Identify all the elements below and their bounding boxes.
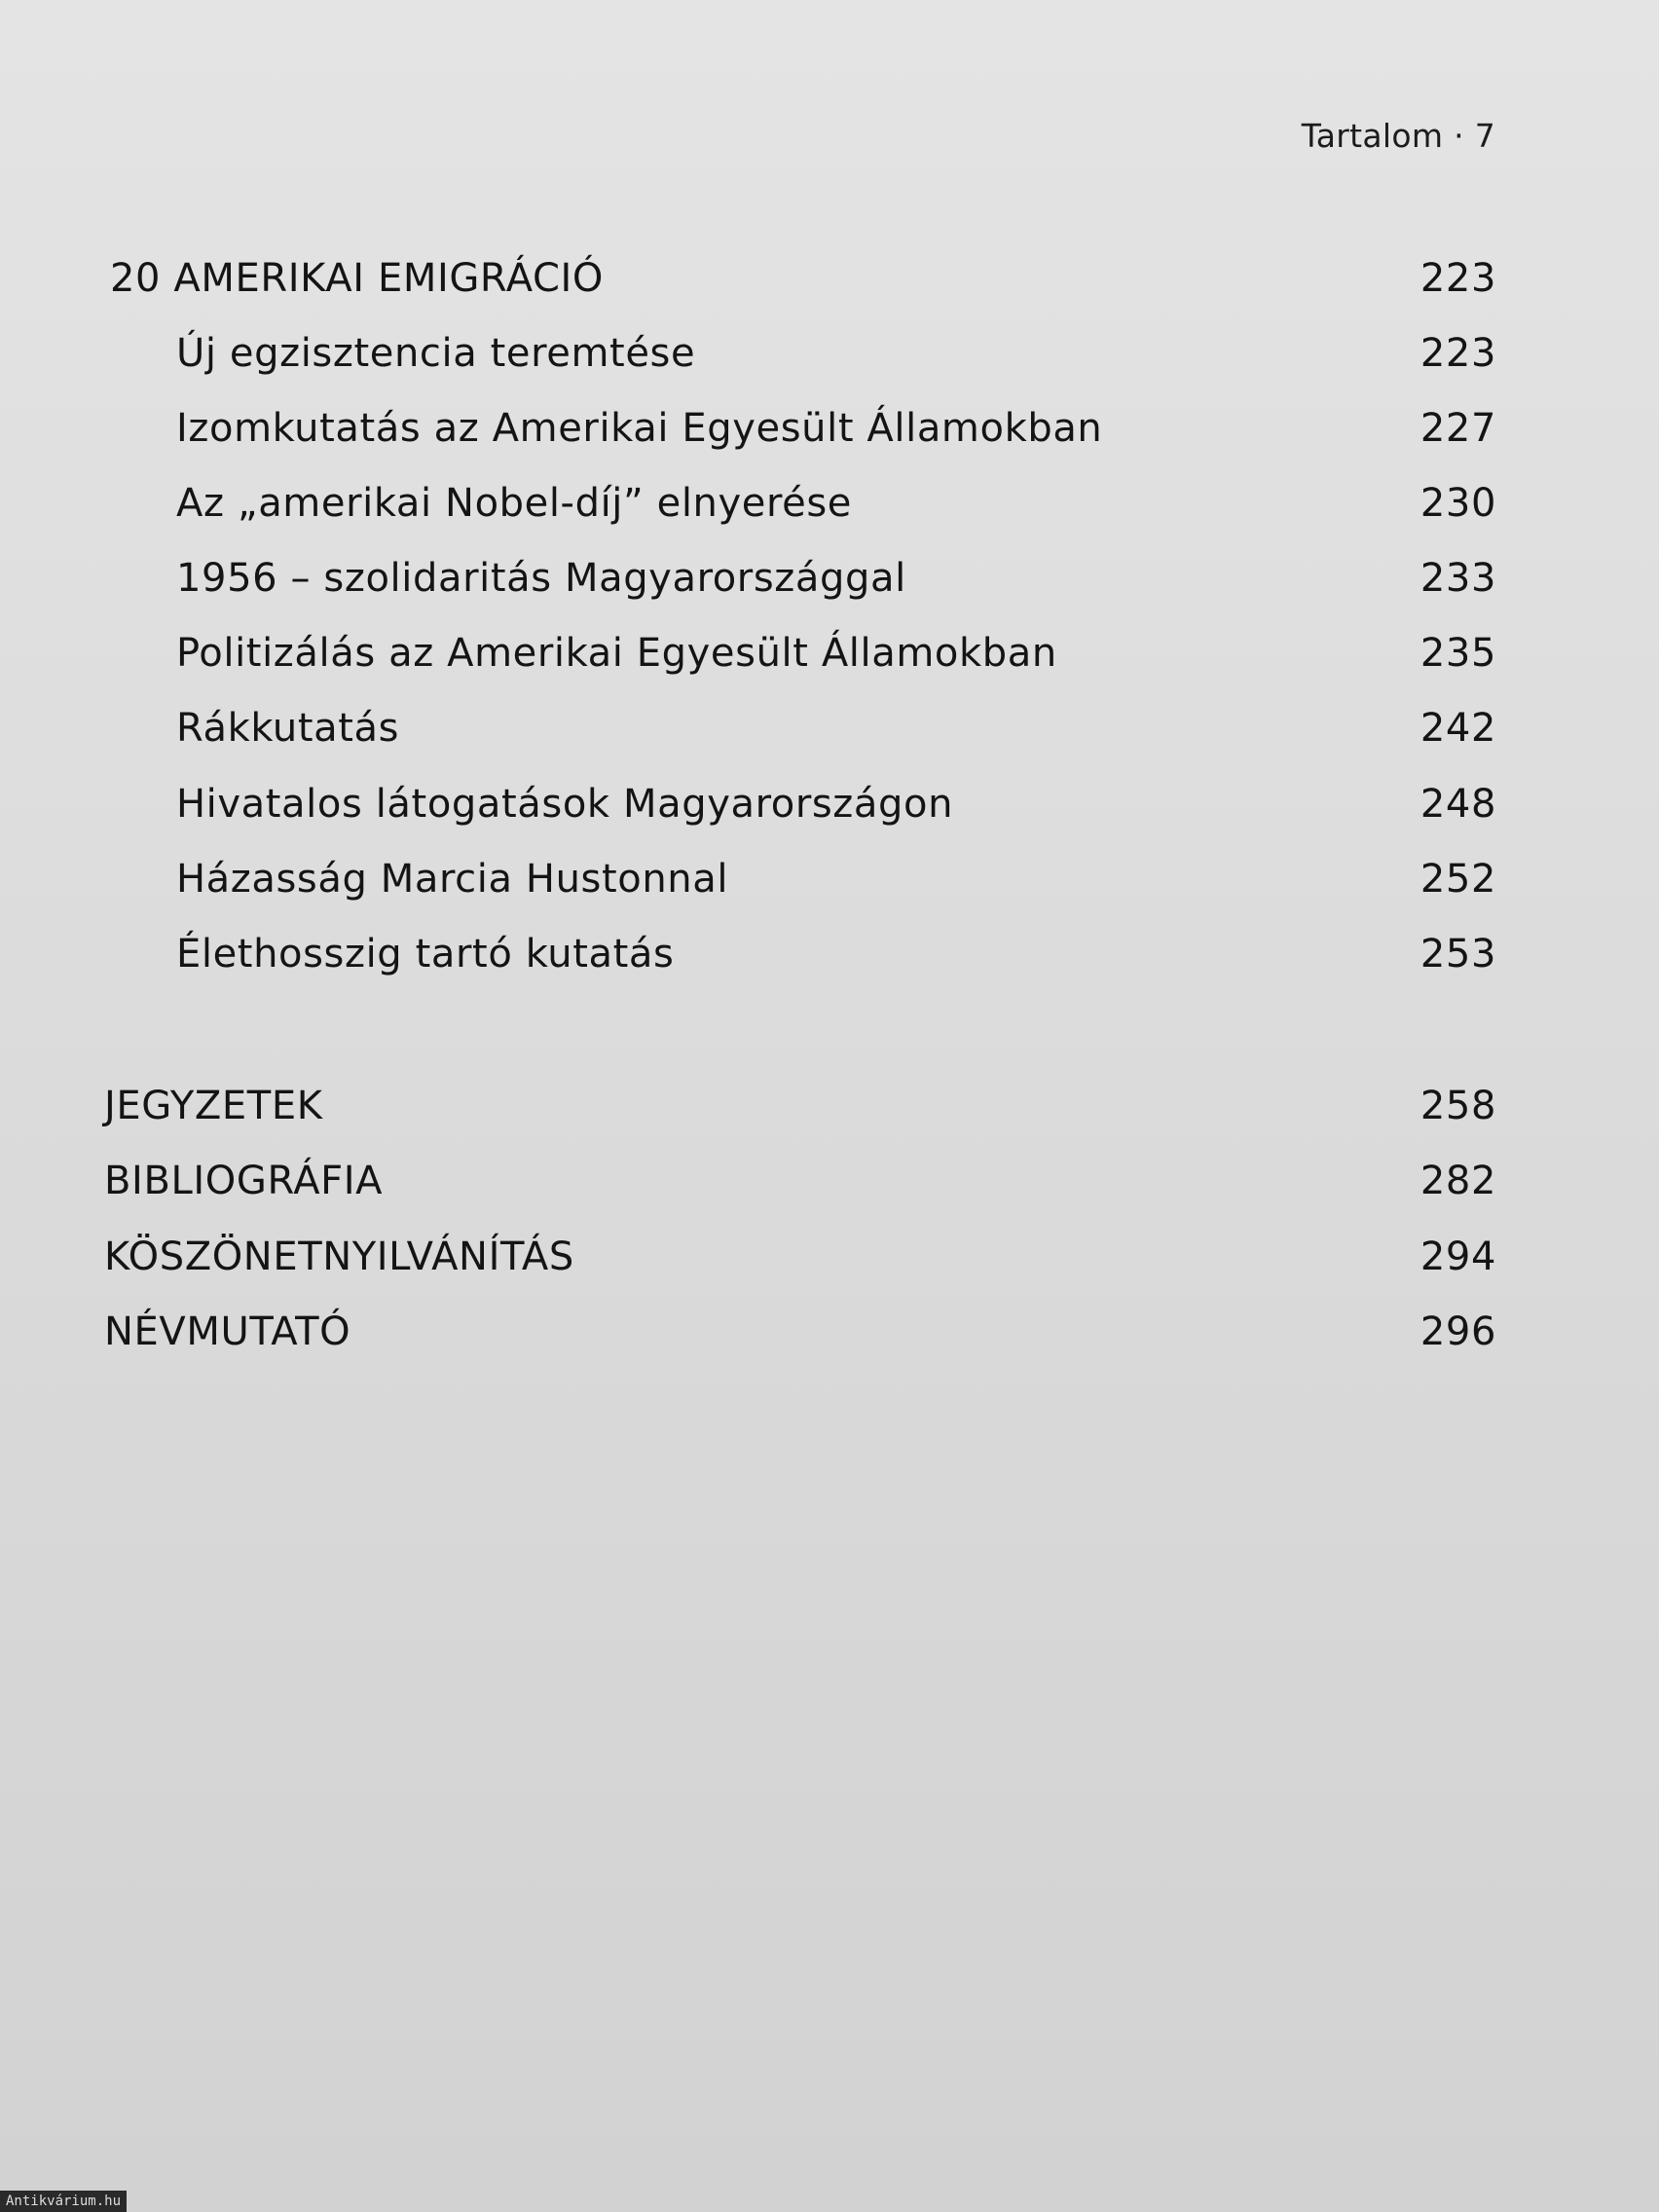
toc-chapter-row [0,256,1659,314]
toc-section-page: 235 [1419,631,1496,676]
toc-section-row [0,932,1659,990]
toc-section-title: Hivatalos látogatások Magyarországon [176,782,954,827]
toc-chapter-title: 20 AMERIKAI EMIGRÁCIÓ [110,256,604,301]
toc-section-title: Rákkutatás [176,706,400,751]
watermark-label: Antikvárium.hu [0,2191,127,2212]
toc-backmatter-title: NÉVMUTATÓ [104,1309,351,1354]
toc-backmatter-row [0,1159,1659,1217]
toc-section-row [0,857,1659,915]
toc-chapter-page: 223 [1419,256,1496,301]
toc-section-title: Élethosszig tartó kutatás [176,932,675,977]
toc-section-page: 253 [1419,932,1496,977]
toc-backmatter-title: BIBLIOGRÁFIA [104,1159,384,1203]
toc-section-row [0,782,1659,840]
toc-section-title: Izomkutatás az Amerikai Egyesült Államokban [176,406,1103,451]
toc-section-title: Új egzisztencia teremtése [176,331,696,376]
running-header: Tartalom · 7 [1301,117,1495,155]
toc-backmatter-page: 296 [1419,1309,1496,1354]
toc-section-row [0,406,1659,464]
toc-section-row [0,706,1659,764]
toc-backmatter-row [0,1309,1659,1368]
toc-backmatter-page: 294 [1419,1235,1496,1279]
toc-section-page: 233 [1419,556,1496,601]
toc-section-row [0,481,1659,539]
toc-section-row [0,556,1659,614]
toc-section-page: 248 [1419,782,1496,827]
toc-backmatter-row [0,1235,1659,1293]
toc-backmatter-page: 282 [1419,1159,1496,1203]
toc-backmatter-row [0,1084,1659,1142]
toc-section-page: 242 [1419,706,1496,751]
toc-backmatter-title: KÖSZÖNETNYILVÁNÍTÁS [104,1235,574,1279]
toc-backmatter-page: 258 [1419,1084,1496,1128]
toc-backmatter-title: JEGYZETEK [104,1084,323,1128]
toc-section-page: 227 [1419,406,1496,451]
toc-section-row [0,331,1659,389]
toc-section-title: 1956 – szolidaritás Magyarországgal [176,556,906,601]
toc-section-page: 230 [1419,481,1496,526]
toc-section-row [0,631,1659,689]
toc-section-title: Politizálás az Amerikai Egyesült Államokban [176,631,1057,676]
toc-section-title: Házasság Marcia Hustonnal [176,857,729,902]
toc-section-title: Az „amerikai Nobel-díj” elnyerése [176,481,853,526]
toc-section-page: 252 [1419,857,1496,902]
toc-section-page: 223 [1419,331,1496,376]
